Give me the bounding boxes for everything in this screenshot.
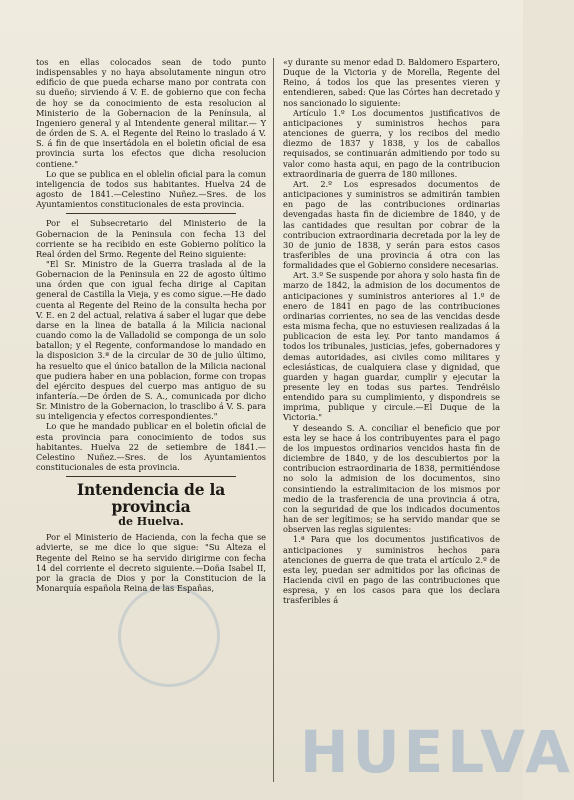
left-column xyxy=(36,57,266,784)
paragraph: 1.ª Para que los documentos justificativos de anticipaciones y suministros hechos para atenciones de guerra de que trata el artículo 2.º de esta ley, puedan ser admitidos por las oficinas de Hacienda civil en pago de las contribuciones que espresa, y en los casos para que los declara trasferibles á xyxy=(283,534,500,606)
section-title: Intendencia de la provincia xyxy=(76,480,226,517)
paragraph: «y durante su menor edad D. Baldomero Espartero, Duque de la Victoria y de Morella, Regente del Reino, á todos los que las presentes vieren y entendieren, sabed: Que las Córtes han decretado y nos sancionado lo siguiente: xyxy=(283,57,500,108)
right-column xyxy=(283,57,500,784)
paragraph: "El Sr. Ministro de la Guerra traslada al de la Gobernacion de la Peninsula en 22 de agosto último una órden que con igual fecha dirige al Capitan general de Castilla la Vieja, y es como sigue.—He dado cuenta al Regente del Reino de la consulta hecha por V. E. en 2 del actual, relativa á saber el lugar que debe darse en la linea de batalla á la Milicia nacional cuando como la de Valladolid se componga de un solo batallon; y el Regente, conformandose lo mandado en la disposicion 3.ª de la circular de 30 de julio último, ha resuelto que el único batallon de la Milicia nacional que pudiera haber en una poblacion, forme con tropas del ejército despues del cuerpo mas antiguo de su infantería.—De órden de S. A., comunicada por dicho Sr. Ministro de la Gobernacion, lo trasclibo á V. S. para su inteligencia y efectos correspondientes." xyxy=(36,258,266,422)
paragraph: Por el Subsecretario del Ministerio de la Gobernacion de la Peninsula con fecha 13 del corriente se ha recibido en este Gobierno político la Real órden del Srmo. Regente del Reino siguiente: xyxy=(36,218,266,259)
paragraph: Art. 3.º Se suspende por ahora y solo hasta fin de marzo de 1842, la admision de los documentos de anticipaciones y suministros anteriores al 1.º de enero de 1841 en pago de las contribuciones ordinarias corrientes, no sea de las vencidas desde esta misma fecha, que no estuviesen realizadas á la publicacion de esta ley. Por tanto mandamos á todos los tribunales, justicias, jefes, gobernadores y demas autoridades, asi civiles como militares y eclesiásticas, de cualquiera clase y dignidad, que guarden y hagan guardar, cumplir y ejecutar la presente ley en todas sus partes. Tendréislo entendido para su cumplimiento, y dispondreis se imprima, publique y circule.—El Duque de la Victoria." xyxy=(283,270,500,423)
separator-rule xyxy=(66,476,236,477)
section-subtitle: de Huelva. xyxy=(118,515,184,529)
paragraph: Artículo 1.º Los documentos justificativos de anticipaciones y suministros hechos para atenciones de guerra, y los recibos del medio diezmo de 1837 y 1838, y los de caballos requisados, se continuarán admitiendo por todo su valor como hasta aqui, en pago de la contribucion extraordinaria de guerra de 180 millones. xyxy=(283,107,500,179)
archive-watermark: HUELVA xyxy=(300,718,574,786)
paragraph: Por el Ministerio de Hacienda, con la fecha que se advierte, se me dice lo que sigue: "Su Alteza el Regente del Reino se ha servido dirigirme con fecha 14 del corriente el decreto siguiente.—Doña Isabel II, por la gracia de Dios y por la Constitucion de la Monarquía española Reina de las Españas, xyxy=(36,532,266,594)
column-divider xyxy=(273,58,274,782)
paragraph: Lo que he mandado publicar en el boletin oficial de esta provincia para conocimiento de todos sus habitantes. Huelva 22 de setiembre de 1841.—Celestino Nuñez.—Sres. de los Ayuntamientos constitucionales de esta provincia. xyxy=(36,421,266,473)
separator-rule xyxy=(66,213,236,214)
paragraph: Lo que se publica en el oblelin oficial para la comun inteligencia de todos sus habitantes. Huelva 24 de agosto de 1841.—Celestino Nuñez.—Sres. de los Ayuntamientos constitucionales de esta provincia. xyxy=(36,168,266,210)
paragraph: Art. 2.º Los espresados documentos de anticipaciones y suministros se admitirán tambien en pago de las contribuciones ordinarias devengadas hasta fin de diciembre de 1840, y de las cantidades que resultan por cobrar de la contribucion extraordinaria decretada por la ley de 30 de junio de 1838, y serán para estos casos trasferibles de una provincia á otra con las formalidades que el Gobierno considere necesarias. xyxy=(283,178,500,271)
paragraph: Y deseando S. A. conciliar el beneficio que por esta ley se hace á los contribuyentes para el pago de los impuestos ordinarios vencidos hasta fin de diciembre de 1840, y de los descubiertos por la contribucion estraordinaria de 1838, permitiéndose no solo la admision de los documentos, sino consintiendo la estralimitacion de los mismos por medio de la trasferencia de una provincia á otra, con la seguridad de que los indicados documentos han de ser legítimos; se ha servido mandar que se observen las reglas siguientes: xyxy=(283,422,500,535)
paragraph: tos en ellas colocados sean de todo punto indispensables y no haya absolutamente ningun otro edificio de que pueda echarse mano por contrata con su dueño; sirviendo á V. E. de gobierno que con fecha de hoy se da conocimiento de esta resolucion al Ministerio de la Gobernacion de la Península, al Ingeniero general y al Intendente general militar.— Y de órden de S. A. el Regente del Reino lo traslado á V. S. á fin de que insertádola en el boletin oficial de esa provincia surta los efectos que dicha resolucion contiene." xyxy=(36,57,266,169)
